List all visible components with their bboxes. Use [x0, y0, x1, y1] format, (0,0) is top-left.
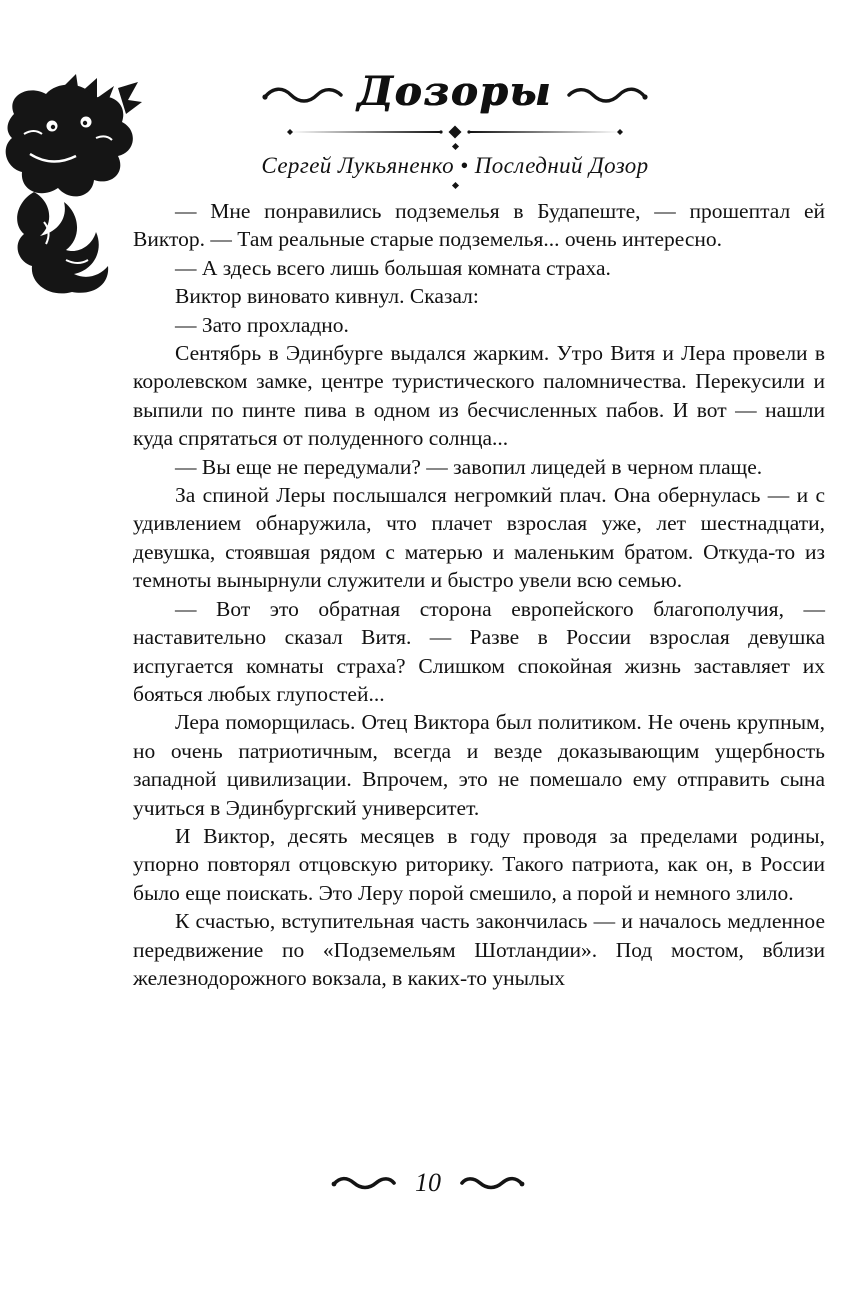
footer-flourish-left-icon	[331, 1174, 397, 1192]
series-logo	[118, 68, 792, 120]
paragraph: Виктор виновато кивнул. Сказал:	[175, 284, 479, 309]
paragraph: За спиной Леры послышался негромкий плач. Она обернулась — и с удивлением обнаружила, что плачет взрослая уже, лет шестнадцати, девушка, стоявшая рядом с матерью и маленьким братом. Откуда-то из темноты вынырнули служители и быстро увели всю семью.	[133, 483, 825, 593]
page-footer	[0, 1168, 856, 1198]
diamond-ornament-icon	[451, 182, 458, 189]
paragraph: — Вот это обратная сторона европейского благополучия, — наставительно сказал Витя. — Разве в России взрослая девушка испугается комнаты страха? Слишком спокойная жизнь заставляет их бояться любых глупостей...	[133, 596, 825, 706]
paragraph: Сентябрь в Эдинбурге выдался жарким. Утро Витя и Лера провели в королевском замке, центре туристического паломничества. Перекусили и выпили по пинте пива в одном из бесчисленных пабов. И вот — нашли куда спрятаться от полуденного солнца...	[133, 341, 825, 451]
paragraph: Лера поморщилась. Отец Виктора был политиком. Не очень крупным, но очень патриотичным, всегда и везде доказывающим ущербность западной цивилизации. Впрочем, это не помешало ему отправить сына учиться в Эдинбургский университет.	[133, 710, 825, 820]
paragraph: И Виктор, десять месяцев в году проводя за пределами родины, упорно повторял отцовскую риторику. Такого патриота, как он, в России было еще поискать. Это Леру порой смешило, а порой и немного злило.	[133, 823, 825, 905]
flourish-left-icon	[261, 83, 345, 105]
diamond-ornament-icon	[451, 143, 458, 150]
paragraph: — Мне понравились подземелья в Будапеште, — прошептал ей Виктор. — Там реальные старые подземелья... очень интересно.	[133, 199, 825, 252]
paragraph: — Вы еще не передумали? — завопил лицедей в черном плаще.	[175, 454, 763, 479]
footer-flourish-right-icon	[459, 1174, 525, 1192]
author-title-byline: Сергей Лукьяненко • Последний Дозор	[261, 153, 649, 178]
page-header	[118, 68, 792, 192]
paragraph: — А здесь всего лишь большая комната страха.	[175, 255, 611, 280]
body-text	[133, 197, 825, 992]
paragraph: — Зато прохладно.	[175, 312, 349, 337]
page-number: 10	[415, 1168, 441, 1197]
divider-ornament-icon	[280, 124, 630, 140]
paragraph: К счастью, вступительная часть закончилась — и началось медленное передвижение по «Подземельям Шотландии». Под мостом, вблизи железнодорожного вокзала, в каких-то унылых	[133, 909, 825, 990]
header-divider	[118, 124, 792, 140]
flourish-right-icon	[565, 83, 649, 105]
series-title: Дозоры	[357, 68, 553, 115]
